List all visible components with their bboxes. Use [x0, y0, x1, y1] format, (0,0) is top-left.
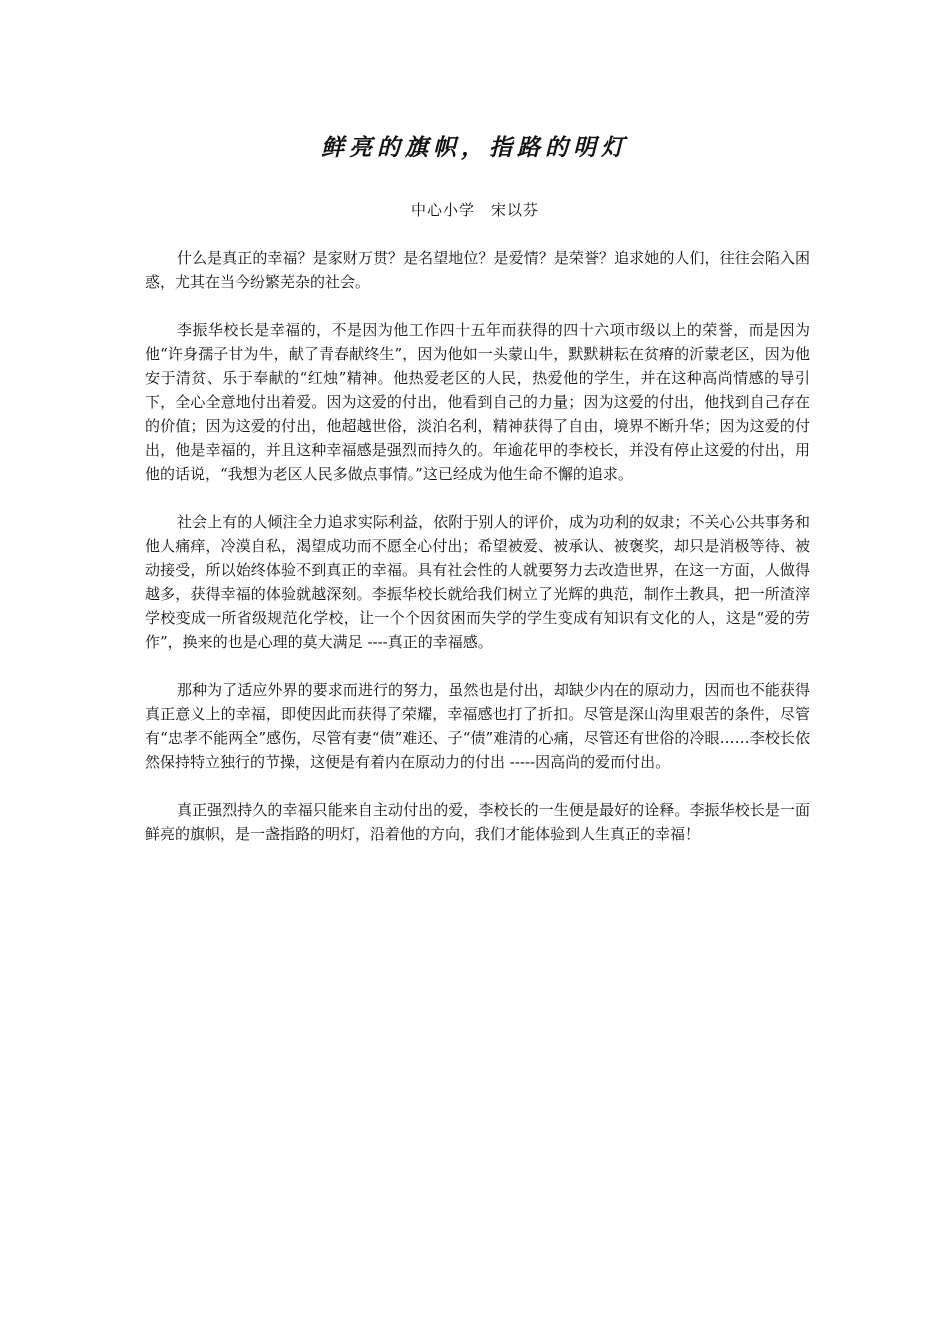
paragraph-1: 什么是真正的幸福？是家财万贯？是名望地位？是爱情？是荣誉？追求她的人们，往往会陷入困惑，尤其在当今纷繁芜杂的社会。 [145, 249, 810, 291]
document-title: 鲜亮的旗帜，指路的明灯 [321, 134, 629, 161]
paragraph-3: 社会上有的人倾注全力追求实际利益，依附于别人的评价，成为功利的奴隶；不关心公共事务和他人痛痒，冷漠自私，渴望成功而不愿全心付出；希望被爱、被承认、被褒奖，却只是消极等待、被动接受，所以始终体验不到真正的幸福。具有社会性的人就要努力去改造世界，在这一方面，人做得越多，获得幸福的体验就越深刻。李振华校长就给我们树立了光辉的典范，制作土教具，把一所渣滓学校变成一所省级规范化学校，让一个个因贫困而失学的学生变成有知识有文化的人，这是“爱的劳作”，换来的也是心理的莫大满足 ----真正的幸福感。 [145, 513, 810, 651]
article-body [145, 246, 810, 870]
author-byline: 中心小学 宋以芬 [410, 201, 539, 219]
paragraph-4: 那种为了适应外界的要求而进行的努力，虽然也是付出，却缺少内在的原动力，因而也不能获得真正意义上的幸福，即使因此而获得了荣耀，幸福感也打了折扣。尽管是深山沟里艰苦的条件，尽管有“忠孝不能两全”感伤，尽管有妻“债”难还、子“债”难清的心痛，尽管还有世俗的冷眼……李校长依然保持特立独行的节操，这便是有着内在原动力的付出 -----因高尚的爱而付出。 [145, 681, 810, 771]
paragraph-5: 真正强烈持久的幸福只能来自主动付出的爱，李校长的一生便是最好的诠释。李振华校长是一面鲜亮的旗帜，是一盏指路的明灯，沿着他的方向，我们才能体验到人生真正的幸福！ [145, 801, 810, 843]
paragraph-2: 李振华校长是幸福的，不是因为他工作四十五年而获得的四十六项市级以上的荣誉，而是因为他“许身孺子甘为牛，献了青春献终生”，因为他如一头蒙山牛，默默耕耘在贫瘠的沂蒙老区，因为他安于清贫、乐于奉献的“红烛”精神。他热爱老区的人民，热爱他的学生，并在这种高尚情感的导引下，全心全意地付出着爱。因为这爱的付出，他看到自己的力量；因为这爱的付出，他找到自己存在的价值；因为这爱的付出，他超越世俗，淡泊名利，精神获得了自由，境界不断升华；因为这爱的付出，他是幸福的，并且这种幸福感是强烈而持久的。年逾花甲的李校长，并没有停止这爱的付出，用他的话说，“我想为老区人民多做点事情。”这已经成为他生命不懈的追求。 [145, 321, 810, 483]
